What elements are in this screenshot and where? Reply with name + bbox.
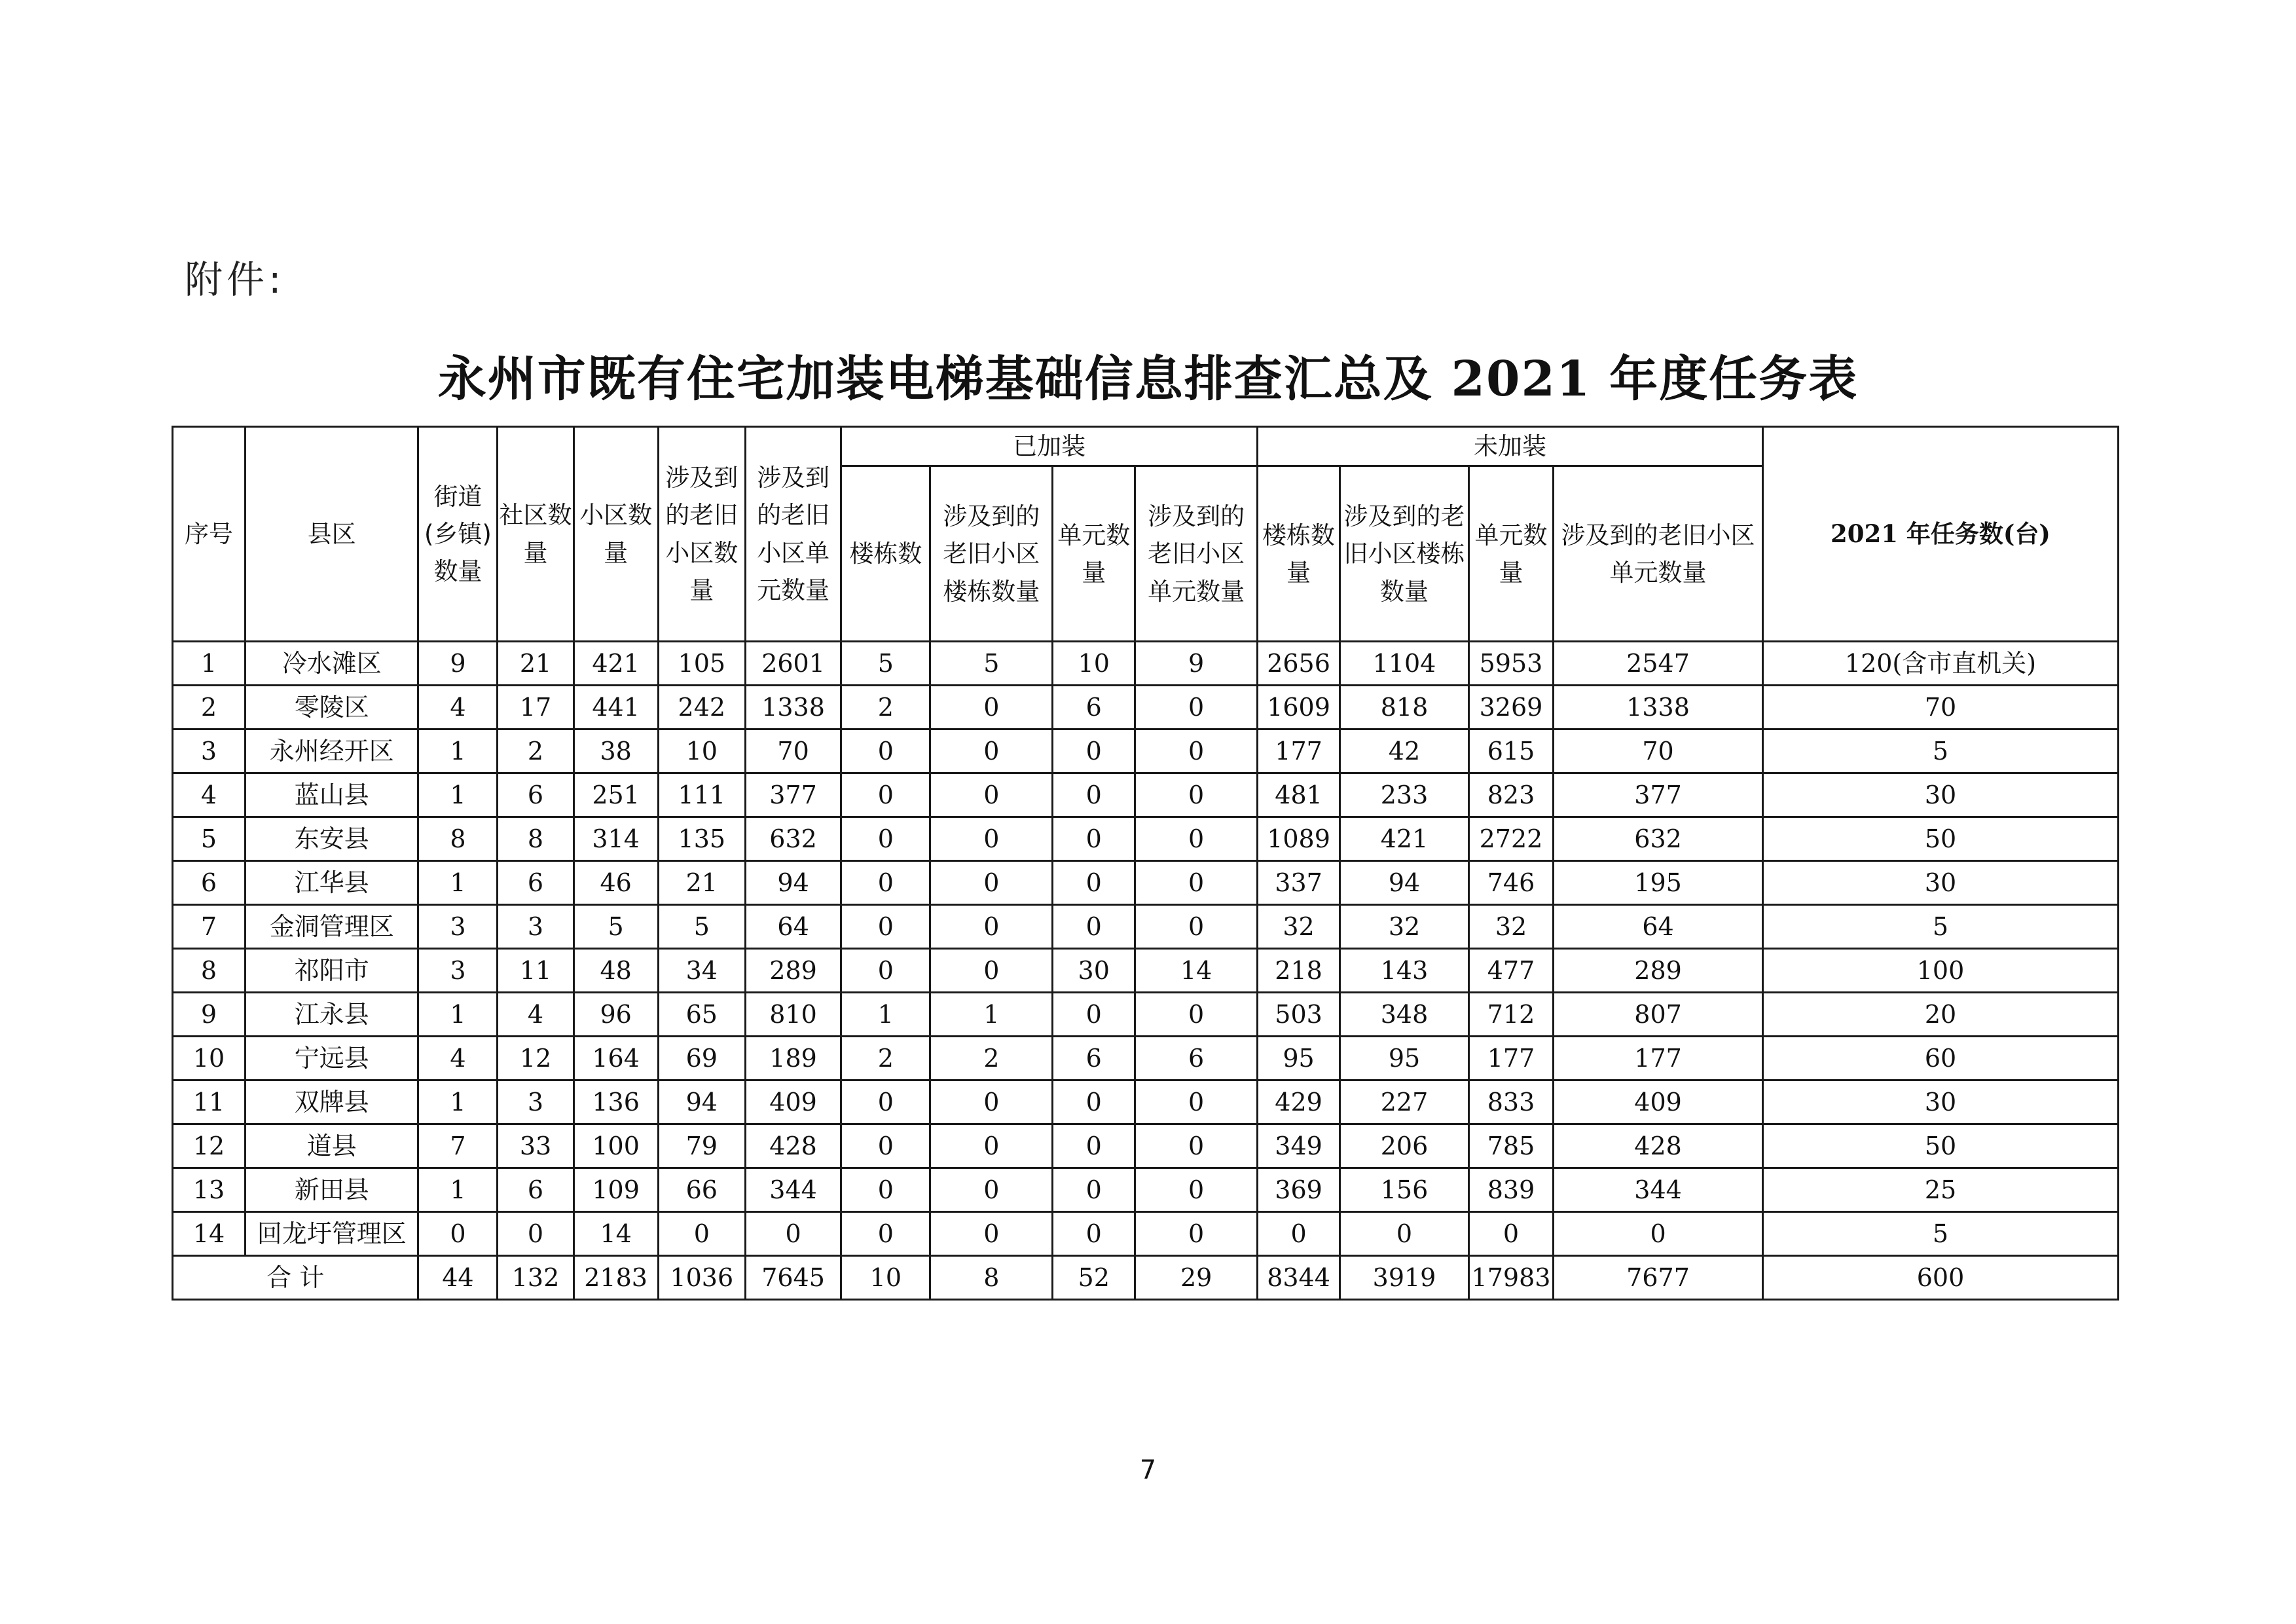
cell-seq: 9 xyxy=(173,993,246,1037)
cell-task: 100 xyxy=(1762,949,2118,993)
table-row xyxy=(173,1212,2119,1256)
cell-i-units: 30 xyxy=(1053,949,1135,993)
header-ni-old-units: 涉及到的老旧小区单元数量 xyxy=(1554,466,1763,642)
cell-county: 江华县 xyxy=(246,861,418,905)
cell-communities: 12 xyxy=(498,1037,574,1080)
cell-old-units: 344 xyxy=(745,1168,841,1212)
cell-compounds: 251 xyxy=(574,773,658,817)
cell-i-units: 0 xyxy=(1053,1124,1135,1168)
cell-old-units: 0 xyxy=(745,1212,841,1256)
cell-n-units: 839 xyxy=(1468,1168,1553,1212)
header-installed-units: 单元数量 xyxy=(1053,466,1135,642)
cell-i-buildings: 0 xyxy=(841,1080,930,1124)
cell-streets: 3 xyxy=(418,905,498,949)
cell-county: 永州经开区 xyxy=(246,729,418,773)
cell-i-old-units: 0 xyxy=(1135,1168,1258,1212)
cell-n-old-buildings: 818 xyxy=(1340,686,1469,729)
header-streets: 街道(乡镇)数量 xyxy=(418,427,498,642)
cell-i-old-buildings: 0 xyxy=(930,1212,1053,1256)
cell-seq: 12 xyxy=(173,1124,246,1168)
cell-n-old-units: 0 xyxy=(1554,1212,1763,1256)
cell-county: 新田县 xyxy=(246,1168,418,1212)
table-row xyxy=(173,1124,2119,1168)
cell-task: 120(含市直机关) xyxy=(1762,642,2118,686)
cell-i-old-buildings: 0 xyxy=(930,1168,1053,1212)
total-old-compounds: 1036 xyxy=(658,1256,745,1300)
cell-n-buildings: 369 xyxy=(1257,1168,1339,1212)
header-not-installed-group: 未加装 xyxy=(1257,427,1762,466)
cell-old-units: 70 xyxy=(745,729,841,773)
cell-old-compounds: 66 xyxy=(658,1168,745,1212)
cell-n-old-units: 428 xyxy=(1554,1124,1763,1168)
cell-communities: 4 xyxy=(498,993,574,1037)
total-compounds: 2183 xyxy=(574,1256,658,1300)
table-row xyxy=(173,686,2119,729)
cell-n-old-units: 807 xyxy=(1554,993,1763,1037)
cell-i-units: 6 xyxy=(1053,1037,1135,1080)
cell-i-units: 0 xyxy=(1053,861,1135,905)
cell-compounds: 164 xyxy=(574,1037,658,1080)
table-row xyxy=(173,1080,2119,1124)
cell-old-units: 428 xyxy=(745,1124,841,1168)
cell-i-units: 0 xyxy=(1053,729,1135,773)
cell-n-units: 32 xyxy=(1468,905,1553,949)
total-i-buildings: 10 xyxy=(841,1256,930,1300)
cell-i-old-units: 0 xyxy=(1135,1080,1258,1124)
cell-streets: 1 xyxy=(418,1168,498,1212)
cell-i-buildings: 0 xyxy=(841,817,930,861)
cell-streets: 7 xyxy=(418,1124,498,1168)
cell-county: 东安县 xyxy=(246,817,418,861)
cell-n-buildings: 2656 xyxy=(1257,642,1339,686)
cell-i-units: 10 xyxy=(1053,642,1135,686)
cell-n-old-buildings: 233 xyxy=(1340,773,1469,817)
cell-county: 祁阳市 xyxy=(246,949,418,993)
cell-i-units: 0 xyxy=(1053,817,1135,861)
cell-i-units: 0 xyxy=(1053,773,1135,817)
cell-seq: 4 xyxy=(173,773,246,817)
cell-n-buildings: 95 xyxy=(1257,1037,1339,1080)
header-task-2021: 2021 年任务数(台) xyxy=(1762,427,2118,642)
header-ni-old-buildings: 涉及到的老旧小区楼栋数量 xyxy=(1340,466,1469,642)
cell-i-units: 0 xyxy=(1053,1080,1135,1124)
cell-i-old-buildings: 2 xyxy=(930,1037,1053,1080)
cell-i-old-buildings: 1 xyxy=(930,993,1053,1037)
table-row xyxy=(173,861,2119,905)
cell-seq: 14 xyxy=(173,1212,246,1256)
cell-n-old-units: 177 xyxy=(1554,1037,1763,1080)
page-number: 7 xyxy=(1139,1455,1157,1485)
cell-i-old-units: 0 xyxy=(1135,773,1258,817)
cell-i-old-units: 0 xyxy=(1135,1212,1258,1256)
cell-n-units: 712 xyxy=(1468,993,1553,1037)
cell-n-old-buildings: 42 xyxy=(1340,729,1469,773)
cell-compounds: 46 xyxy=(574,861,658,905)
cell-n-buildings: 0 xyxy=(1257,1212,1339,1256)
cell-seq: 3 xyxy=(173,729,246,773)
cell-i-old-units: 9 xyxy=(1135,642,1258,686)
cell-compounds: 5 xyxy=(574,905,658,949)
cell-i-old-buildings: 0 xyxy=(930,861,1053,905)
cell-n-old-buildings: 206 xyxy=(1340,1124,1469,1168)
cell-compounds: 314 xyxy=(574,817,658,861)
cell-n-old-units: 2547 xyxy=(1554,642,1763,686)
table-row xyxy=(173,642,2119,686)
cell-old-compounds: 5 xyxy=(658,905,745,949)
header-old-compounds: 涉及到的老旧小区数量 xyxy=(658,427,745,642)
cell-old-compounds: 79 xyxy=(658,1124,745,1168)
cell-i-buildings: 0 xyxy=(841,861,930,905)
cell-n-old-buildings: 94 xyxy=(1340,861,1469,905)
table-row xyxy=(173,773,2119,817)
cell-county: 零陵区 xyxy=(246,686,418,729)
cell-communities: 21 xyxy=(498,642,574,686)
cell-task: 50 xyxy=(1762,817,2118,861)
cell-i-units: 0 xyxy=(1053,1168,1135,1212)
cell-i-buildings: 0 xyxy=(841,1124,930,1168)
total-i-old-buildings: 8 xyxy=(930,1256,1053,1300)
cell-n-old-units: 409 xyxy=(1554,1080,1763,1124)
cell-old-units: 289 xyxy=(745,949,841,993)
cell-i-buildings: 2 xyxy=(841,686,930,729)
cell-i-old-units: 0 xyxy=(1135,1124,1258,1168)
cell-n-old-buildings: 348 xyxy=(1340,993,1469,1037)
cell-i-units: 0 xyxy=(1053,1212,1135,1256)
header-ni-buildings: 楼栋数量 xyxy=(1257,466,1339,642)
cell-i-buildings: 0 xyxy=(841,1168,930,1212)
cell-n-units: 615 xyxy=(1468,729,1553,773)
cell-old-compounds: 94 xyxy=(658,1080,745,1124)
header-installed-old-buildings: 涉及到的老旧小区楼栋数量 xyxy=(930,466,1053,642)
cell-task: 20 xyxy=(1762,993,2118,1037)
cell-n-old-buildings: 0 xyxy=(1340,1212,1469,1256)
total-row xyxy=(173,1256,2119,1300)
cell-n-buildings: 481 xyxy=(1257,773,1339,817)
cell-i-units: 0 xyxy=(1053,993,1135,1037)
cell-i-old-buildings: 0 xyxy=(930,686,1053,729)
cell-old-compounds: 34 xyxy=(658,949,745,993)
cell-task: 30 xyxy=(1762,861,2118,905)
header-seq: 序号 xyxy=(173,427,246,642)
cell-n-buildings: 429 xyxy=(1257,1080,1339,1124)
header-communities: 社区数量 xyxy=(498,427,574,642)
cell-communities: 2 xyxy=(498,729,574,773)
cell-n-units: 5953 xyxy=(1468,642,1553,686)
table-row xyxy=(173,1037,2119,1080)
cell-i-old-units: 0 xyxy=(1135,686,1258,729)
cell-i-old-buildings: 0 xyxy=(930,949,1053,993)
cell-old-compounds: 0 xyxy=(658,1212,745,1256)
cell-old-units: 377 xyxy=(745,773,841,817)
cell-streets: 4 xyxy=(418,686,498,729)
cell-n-old-units: 289 xyxy=(1554,949,1763,993)
table-row xyxy=(173,905,2119,949)
cell-task: 30 xyxy=(1762,1080,2118,1124)
cell-n-units: 833 xyxy=(1468,1080,1553,1124)
cell-old-units: 2601 xyxy=(745,642,841,686)
cell-compounds: 100 xyxy=(574,1124,658,1168)
total-n-old-units: 7677 xyxy=(1554,1256,1763,1300)
cell-old-units: 810 xyxy=(745,993,841,1037)
cell-task: 25 xyxy=(1762,1168,2118,1212)
cell-n-old-units: 64 xyxy=(1554,905,1763,949)
cell-i-old-units: 14 xyxy=(1135,949,1258,993)
cell-task: 30 xyxy=(1762,773,2118,817)
cell-county: 宁远县 xyxy=(246,1037,418,1080)
cell-i-buildings: 1 xyxy=(841,993,930,1037)
cell-communities: 3 xyxy=(498,905,574,949)
header-compounds: 小区数量 xyxy=(574,427,658,642)
total-i-units: 52 xyxy=(1053,1256,1135,1300)
cell-i-buildings: 0 xyxy=(841,905,930,949)
cell-seq: 10 xyxy=(173,1037,246,1080)
cell-compounds: 441 xyxy=(574,686,658,729)
cell-communities: 3 xyxy=(498,1080,574,1124)
cell-streets: 1 xyxy=(418,773,498,817)
cell-n-old-units: 344 xyxy=(1554,1168,1763,1212)
cell-n-old-buildings: 32 xyxy=(1340,905,1469,949)
cell-seq: 5 xyxy=(173,817,246,861)
cell-old-units: 1338 xyxy=(745,686,841,729)
header-old-units: 涉及到的老旧小区单元数量 xyxy=(745,427,841,642)
cell-n-old-units: 377 xyxy=(1554,773,1763,817)
cell-n-buildings: 503 xyxy=(1257,993,1339,1037)
header-county: 县区 xyxy=(246,427,418,642)
cell-compounds: 48 xyxy=(574,949,658,993)
cell-i-old-buildings: 0 xyxy=(930,773,1053,817)
total-label: 合 计 xyxy=(173,1256,418,1300)
cell-seq: 1 xyxy=(173,642,246,686)
cell-streets: 1 xyxy=(418,729,498,773)
cell-i-old-buildings: 0 xyxy=(930,817,1053,861)
cell-old-compounds: 105 xyxy=(658,642,745,686)
table-row xyxy=(173,817,2119,861)
cell-compounds: 109 xyxy=(574,1168,658,1212)
cell-seq: 11 xyxy=(173,1080,246,1124)
cell-i-buildings: 0 xyxy=(841,949,930,993)
cell-streets: 9 xyxy=(418,642,498,686)
cell-i-old-buildings: 0 xyxy=(930,1124,1053,1168)
cell-n-old-units: 1338 xyxy=(1554,686,1763,729)
cell-i-buildings: 5 xyxy=(841,642,930,686)
header-ni-units: 单元数量 xyxy=(1468,466,1553,642)
cell-streets: 8 xyxy=(418,817,498,861)
total-i-old-units: 29 xyxy=(1135,1256,1258,1300)
cell-n-units: 785 xyxy=(1468,1124,1553,1168)
cell-county: 金洞管理区 xyxy=(246,905,418,949)
cell-communities: 33 xyxy=(498,1124,574,1168)
cell-communities: 8 xyxy=(498,817,574,861)
cell-streets: 1 xyxy=(418,861,498,905)
cell-streets: 4 xyxy=(418,1037,498,1080)
cell-old-compounds: 135 xyxy=(658,817,745,861)
cell-n-old-buildings: 156 xyxy=(1340,1168,1469,1212)
cell-n-old-units: 195 xyxy=(1554,861,1763,905)
header-installed-buildings: 楼栋数 xyxy=(841,466,930,642)
cell-old-compounds: 69 xyxy=(658,1037,745,1080)
cell-county: 江永县 xyxy=(246,993,418,1037)
cell-seq: 13 xyxy=(173,1168,246,1212)
cell-i-old-buildings: 0 xyxy=(930,1080,1053,1124)
cell-n-old-buildings: 143 xyxy=(1340,949,1469,993)
cell-i-buildings: 2 xyxy=(841,1037,930,1080)
cell-communities: 11 xyxy=(498,949,574,993)
cell-n-old-buildings: 227 xyxy=(1340,1080,1469,1124)
cell-old-compounds: 10 xyxy=(658,729,745,773)
cell-streets: 1 xyxy=(418,1080,498,1124)
cell-n-units: 0 xyxy=(1468,1212,1553,1256)
table-body xyxy=(173,642,2119,1300)
cell-communities: 6 xyxy=(498,1168,574,1212)
cell-county: 回龙圩管理区 xyxy=(246,1212,418,1256)
header-installed-group: 已加装 xyxy=(841,427,1258,466)
document-title: 永州市既有住宅加装电梯基础信息排查汇总及 2021 年度任务表 xyxy=(437,351,1859,407)
cell-compounds: 38 xyxy=(574,729,658,773)
cell-seq: 7 xyxy=(173,905,246,949)
cell-n-buildings: 177 xyxy=(1257,729,1339,773)
total-n-buildings: 8344 xyxy=(1257,1256,1339,1300)
total-communities: 132 xyxy=(498,1256,574,1300)
total-streets: 44 xyxy=(418,1256,498,1300)
cell-communities: 0 xyxy=(498,1212,574,1256)
cell-task: 5 xyxy=(1762,729,2118,773)
cell-seq: 8 xyxy=(173,949,246,993)
cell-seq: 2 xyxy=(173,686,246,729)
total-n-units: 17983 xyxy=(1468,1256,1553,1300)
cell-streets: 1 xyxy=(418,993,498,1037)
cell-i-old-units: 0 xyxy=(1135,905,1258,949)
cell-old-compounds: 242 xyxy=(658,686,745,729)
cell-old-compounds: 111 xyxy=(658,773,745,817)
cell-n-buildings: 1609 xyxy=(1257,686,1339,729)
table-row xyxy=(173,993,2119,1037)
cell-n-units: 2722 xyxy=(1468,817,1553,861)
cell-i-old-units: 0 xyxy=(1135,729,1258,773)
cell-task: 5 xyxy=(1762,905,2118,949)
cell-task: 50 xyxy=(1762,1124,2118,1168)
cell-compounds: 421 xyxy=(574,642,658,686)
cell-n-buildings: 32 xyxy=(1257,905,1339,949)
table-row xyxy=(173,729,2119,773)
cell-i-old-buildings: 0 xyxy=(930,905,1053,949)
cell-n-old-units: 70 xyxy=(1554,729,1763,773)
cell-compounds: 136 xyxy=(574,1080,658,1124)
cell-compounds: 14 xyxy=(574,1212,658,1256)
cell-communities: 6 xyxy=(498,773,574,817)
attachment-label: 附件: xyxy=(185,257,285,302)
cell-seq: 6 xyxy=(173,861,246,905)
cell-old-compounds: 65 xyxy=(658,993,745,1037)
header-row-groups xyxy=(173,427,2119,466)
cell-compounds: 96 xyxy=(574,993,658,1037)
cell-old-units: 189 xyxy=(745,1037,841,1080)
cell-communities: 6 xyxy=(498,861,574,905)
cell-n-units: 177 xyxy=(1468,1037,1553,1080)
cell-i-old-buildings: 0 xyxy=(930,729,1053,773)
cell-i-buildings: 0 xyxy=(841,1212,930,1256)
cell-n-buildings: 218 xyxy=(1257,949,1339,993)
cell-task: 5 xyxy=(1762,1212,2118,1256)
cell-n-buildings: 349 xyxy=(1257,1124,1339,1168)
cell-county: 冷水滩区 xyxy=(246,642,418,686)
cell-county: 蓝山县 xyxy=(246,773,418,817)
cell-old-units: 94 xyxy=(745,861,841,905)
cell-i-units: 6 xyxy=(1053,686,1135,729)
cell-old-units: 64 xyxy=(745,905,841,949)
total-task: 600 xyxy=(1762,1256,2118,1300)
cell-n-buildings: 337 xyxy=(1257,861,1339,905)
cell-i-old-units: 0 xyxy=(1135,861,1258,905)
cell-streets: 3 xyxy=(418,949,498,993)
cell-n-buildings: 1089 xyxy=(1257,817,1339,861)
cell-i-old-units: 0 xyxy=(1135,993,1258,1037)
summary-table xyxy=(172,426,2119,1301)
cell-n-old-buildings: 95 xyxy=(1340,1037,1469,1080)
cell-i-old-units: 0 xyxy=(1135,817,1258,861)
cell-streets: 0 xyxy=(418,1212,498,1256)
cell-n-units: 3269 xyxy=(1468,686,1553,729)
total-old-units: 7645 xyxy=(745,1256,841,1300)
cell-communities: 17 xyxy=(498,686,574,729)
cell-county: 双牌县 xyxy=(246,1080,418,1124)
cell-i-buildings: 0 xyxy=(841,773,930,817)
cell-n-old-buildings: 421 xyxy=(1340,817,1469,861)
cell-i-buildings: 0 xyxy=(841,729,930,773)
table-row xyxy=(173,1168,2119,1212)
cell-i-old-units: 6 xyxy=(1135,1037,1258,1080)
cell-task: 60 xyxy=(1762,1037,2118,1080)
cell-old-units: 632 xyxy=(745,817,841,861)
cell-i-units: 0 xyxy=(1053,905,1135,949)
cell-n-units: 477 xyxy=(1468,949,1553,993)
cell-n-old-units: 632 xyxy=(1554,817,1763,861)
cell-old-units: 409 xyxy=(745,1080,841,1124)
cell-n-old-buildings: 1104 xyxy=(1340,642,1469,686)
cell-old-compounds: 21 xyxy=(658,861,745,905)
cell-i-old-buildings: 5 xyxy=(930,642,1053,686)
cell-county: 道县 xyxy=(246,1124,418,1168)
table-row xyxy=(173,949,2119,993)
header-installed-old-units: 涉及到的老旧小区单元数量 xyxy=(1135,466,1258,642)
cell-n-units: 746 xyxy=(1468,861,1553,905)
cell-task: 70 xyxy=(1762,686,2118,729)
cell-n-units: 823 xyxy=(1468,773,1553,817)
total-n-old-buildings: 3919 xyxy=(1340,1256,1469,1300)
